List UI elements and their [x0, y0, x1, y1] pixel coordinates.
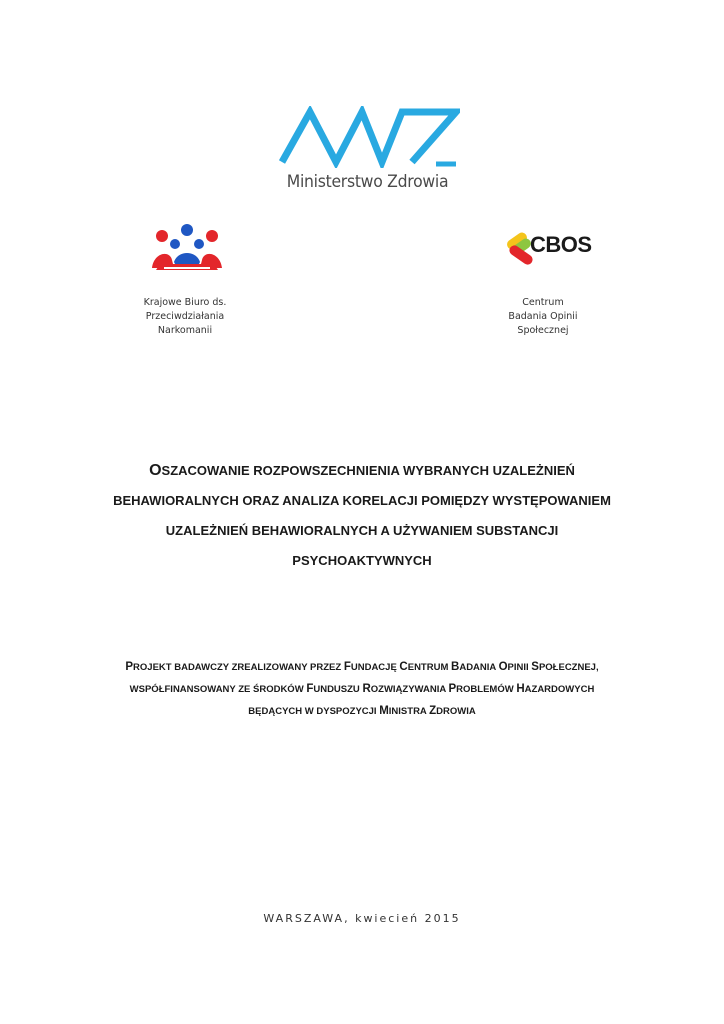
- small-caps-text: POŁECZNEJ,: [538, 662, 599, 673]
- caption-line: Centrum: [522, 297, 564, 308]
- initial-capital: S: [531, 661, 539, 673]
- small-caps-text: UNDUSZU: [313, 684, 363, 695]
- title-line: [80, 550, 644, 580]
- initial-capital: M: [379, 705, 389, 717]
- initial-capital: Z: [429, 705, 437, 717]
- cbos-caption: [478, 296, 608, 338]
- caption-line: Badania Opinii: [508, 311, 578, 322]
- subtitle-line: [80, 702, 644, 724]
- initial-capital: R: [362, 683, 371, 695]
- title-line: [80, 460, 644, 490]
- place-and-date: WARSZAWA, kwiecień 2015: [263, 912, 461, 925]
- small-caps-text: OZWIĄZYWANIA: [370, 684, 449, 695]
- ministry-name: Ministerstwo Zdrowia: [286, 172, 449, 192]
- cbos-logo: [502, 222, 594, 270]
- subtitle-line: [80, 680, 644, 702]
- caption-line: Społecznej: [517, 325, 569, 336]
- title-line: [80, 490, 644, 520]
- initial-capital: F: [343, 661, 351, 673]
- initial-capital: C: [399, 661, 408, 673]
- subtitle-line: [80, 658, 644, 680]
- small-caps-text: SZACOWANIE ROZPOWSZECHNIENIA WYBRANYCH UZALEŻNIEŃ: [161, 463, 575, 478]
- title-line: [80, 520, 644, 550]
- small-caps-text: ROJEKT BADAWCZY ZREALIZOWANY PRZEZ: [133, 662, 344, 673]
- initial-capital: O: [149, 462, 162, 479]
- initial-capital: P: [125, 661, 134, 673]
- small-caps-text: PSYCHOAKTYWNYCH: [292, 553, 432, 568]
- small-caps-text: UZALEŻNIEŃ BEHAWIORALNYCH A UŻYWANIEM SUBSTANCJI: [165, 523, 559, 538]
- small-caps-text: ROBLEMÓW: [456, 684, 517, 695]
- small-caps-text: AZARDOWYCH: [524, 684, 595, 695]
- small-caps-text: ADANIA: [459, 662, 499, 673]
- initial-capital: P: [448, 683, 457, 695]
- small-caps-text: INISTRA: [388, 706, 430, 717]
- initial-capital: F: [306, 683, 314, 695]
- small-caps-text: BEHAWIORALNYCH ORAZ ANALIZA KORELACJI POMIĘDZY WYSTĘPOWANIEM: [113, 493, 611, 508]
- ministerstwo-zdrowia-logo-icon: [278, 106, 460, 168]
- initial-capital: H: [516, 683, 525, 695]
- document-title: [80, 460, 644, 580]
- small-caps-text: UNDACJĘ: [350, 662, 400, 673]
- kbpn-people-logo-icon: [148, 222, 226, 278]
- caption-line: Przeciwdziałania: [145, 311, 225, 322]
- small-caps-text: DROWIA: [436, 706, 476, 717]
- kbpn-caption: [120, 296, 250, 338]
- caption-line: Narkomanii: [157, 325, 213, 336]
- small-caps-text: ENTRUM: [407, 662, 452, 673]
- small-caps-text: BĘDĄCYCH W DYSPOZYCJI: [248, 706, 380, 717]
- project-description: [80, 658, 644, 724]
- small-caps-text: WSPÓŁFINANSOWANY ZE ŚRODKÓW: [129, 684, 307, 695]
- initial-capital: O: [498, 661, 508, 673]
- cbos-logo-text: CBOS: [530, 232, 592, 257]
- caption-line: Krajowe Biuro ds.: [143, 297, 227, 308]
- small-caps-text: PINII: [507, 662, 532, 673]
- initial-capital: B: [451, 661, 460, 673]
